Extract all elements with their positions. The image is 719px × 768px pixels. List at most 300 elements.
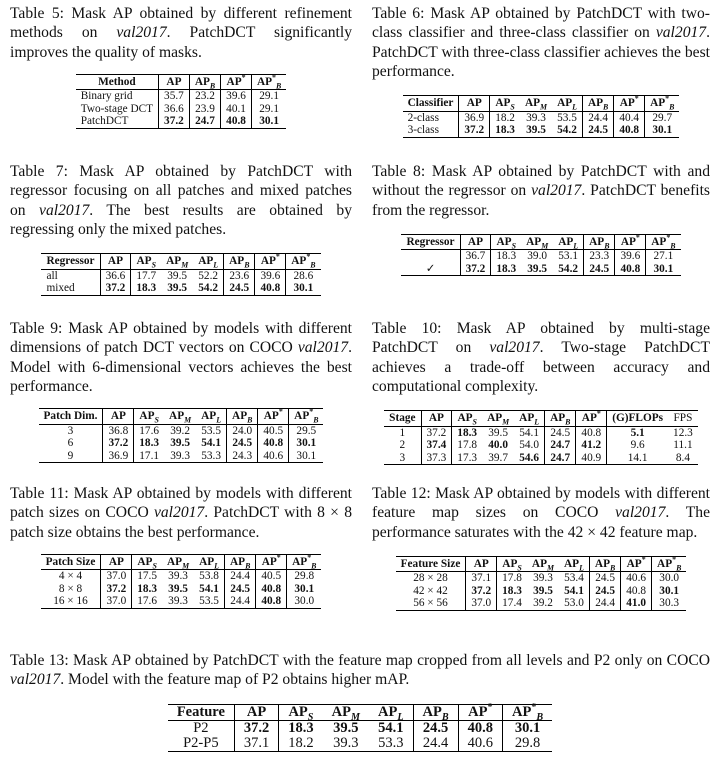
table-cell: 41.0 (621, 597, 652, 610)
table-cell: 18.3 (491, 263, 521, 276)
table-cell: 37.1 (234, 736, 278, 752)
results-table (168, 701, 552, 752)
table-row (384, 452, 698, 465)
results-table (76, 74, 287, 129)
column-header: $AP_M$ (164, 409, 196, 425)
table-cell: 53.8 (199, 570, 219, 583)
column-header: $AP_L$ (552, 96, 582, 112)
table-caption (10, 651, 710, 690)
table-cell: 54.6 (519, 451, 540, 464)
table-row (403, 111, 680, 124)
table-caption (10, 484, 352, 542)
caption-text: Table 10: Mask AP obtained by multi-stage PatchDCT on (372, 320, 710, 357)
table-cell: 27.1 (646, 250, 681, 263)
table-cell: 40.8 (221, 115, 252, 128)
table-cell: 17.4 (497, 597, 527, 610)
table-cell: 37.2 (101, 583, 132, 596)
column-header: AP* (258, 409, 289, 425)
table-cell: 39.5 (168, 582, 188, 595)
table-cell: 18.3 (491, 250, 521, 263)
caption-text: Table 5: Mask AP obtained by different refinement methods on (10, 5, 352, 42)
row-label: 1 (399, 426, 406, 439)
table-caption (372, 319, 710, 396)
table-cell: 39.3 (168, 595, 188, 608)
table-cell: 17.6 (132, 595, 162, 608)
column-header: AP (234, 704, 278, 720)
table-row (168, 720, 552, 736)
row-label: all (46, 269, 58, 282)
caption-text: . The performance saturates with the 42 × 42 feature map. (372, 504, 710, 541)
column-header: AP* (458, 704, 502, 720)
table-cell: 37.2 (159, 115, 190, 128)
table-cell: 53.4 (564, 572, 584, 585)
header-row (41, 254, 320, 270)
table-9-block (10, 319, 352, 463)
table-cell: 40.8 (615, 263, 646, 276)
results-table (384, 410, 698, 465)
caption-text: val2017 (297, 339, 349, 357)
table-row (41, 595, 322, 608)
table-cell: 23.2 (189, 90, 220, 103)
row-label: ✓ (425, 262, 436, 275)
table-cell: 17.5 (132, 570, 162, 583)
table-row (41, 570, 322, 583)
column-header: AP* (256, 554, 287, 570)
table-cell: 53.5 (201, 424, 221, 437)
table-cell: 36.7 (460, 250, 491, 263)
column-header: $AP_L$ (559, 556, 589, 572)
column-header: AP (100, 254, 131, 270)
table-cell: 18.3 (452, 426, 482, 439)
column-header: $AP_B$ (545, 411, 576, 427)
table-11-block (10, 484, 352, 609)
table-row (39, 424, 324, 437)
table-cell: 53.5 (557, 111, 577, 124)
row-label (401, 250, 460, 263)
table-cell: 39.5 (526, 124, 546, 137)
column-header: $AP_S$ (497, 556, 527, 572)
table-row (168, 736, 552, 752)
table-row (401, 263, 680, 276)
column-header: AP (459, 96, 490, 112)
column-header: $AP_M$ (520, 96, 552, 112)
table-cell: 24.5 (224, 282, 255, 295)
table-cell: 39.5 (170, 437, 190, 450)
column-header: $AP_B$ (227, 409, 258, 425)
table-cell: 24.4 (225, 595, 256, 608)
table-cell: 18.2 (279, 736, 323, 752)
table-cell: 54.2 (558, 262, 579, 275)
caption-text: . Model with 6-dimensional vectors achieves the best performance. (10, 339, 352, 395)
column-header: $AP_L$ (193, 254, 223, 270)
table-cell: 37.0 (101, 595, 132, 608)
caption-text: . PatchDCT significantly improves the quality of masks. (10, 24, 352, 61)
column-header: AP (421, 411, 452, 427)
header-row (384, 411, 698, 427)
table-cell: 17.8 (497, 572, 527, 585)
table-caption (372, 4, 710, 81)
table-row (39, 450, 324, 463)
column-header: AP* (221, 74, 252, 90)
table-cell: 53.1 (558, 250, 579, 263)
row-label: 3-class (407, 124, 439, 137)
results-table (39, 408, 324, 463)
table-cell: 40.8 (614, 124, 645, 137)
table-cell: 29.5 (289, 424, 324, 437)
table-cell: 37.2 (421, 426, 452, 439)
table-cell: 53.5 (199, 595, 219, 608)
table-cell: 30.0 (652, 572, 687, 585)
table-row (384, 439, 698, 452)
table-cell: 18.3 (279, 720, 323, 736)
table-cell: 11.1 (673, 439, 693, 452)
table-cell: 29.7 (645, 111, 680, 124)
caption-text: val2017 (655, 24, 707, 42)
caption-text: Table 8: Mask AP obtained by PatchDCT with and without the regressor on (372, 163, 710, 200)
table-cell: 24.5 (584, 263, 615, 276)
row-label: 16 × 16 (53, 595, 88, 608)
table-cell: 24.5 (582, 124, 613, 137)
caption-text: . Model with the feature map of P2 obtains higher mAP. (60, 671, 410, 689)
table-cell: 18.3 (134, 437, 164, 450)
column-header: Patch Dim. (39, 409, 103, 425)
table-cell: 17.6 (134, 424, 164, 437)
column-header: AP* (255, 254, 286, 270)
row-label: 4 × 4 (58, 570, 83, 583)
table-cell: 17.1 (134, 450, 164, 463)
table-row (396, 585, 687, 598)
table-8-block (372, 162, 710, 276)
column-header: Method (76, 74, 159, 90)
column-header: AP (101, 554, 132, 570)
caption-text: val2017 (10, 671, 61, 689)
table-cell: 23.6 (224, 269, 255, 282)
table-cell: 37.0 (466, 597, 497, 610)
column-header: Stage (384, 411, 421, 427)
table-cell: 39.2 (533, 597, 553, 610)
table-cell: 36.6 (159, 103, 190, 116)
row-label: Two-stage DCT (80, 102, 154, 115)
column-header: $AP_S$ (134, 409, 164, 425)
caption-text: val2017 (489, 339, 540, 357)
table-cell: 39.3 (333, 734, 359, 751)
row-label: 3 (399, 451, 406, 464)
caption-text: val2017 (615, 504, 666, 522)
caption-text: Table 13: Mask AP obtained by PatchDCT with the feature map cropped from all levels and P2 only on COCO (10, 652, 710, 669)
table-cell: 18.3 (132, 583, 162, 596)
column-header: $AP_M$ (323, 704, 369, 720)
table-cell: 39.0 (527, 250, 548, 263)
table-cell: 37.2 (466, 585, 497, 598)
table-cell: 29.1 (251, 103, 286, 116)
row-label: 9 (67, 449, 74, 462)
table-cell: 36.9 (459, 111, 490, 124)
table-cell: 40.0 (488, 439, 509, 452)
table-cell: 39.3 (526, 111, 546, 124)
table-row (76, 103, 287, 116)
table-cell: 40.8 (621, 585, 652, 598)
table-cell: 8.4 (675, 451, 690, 464)
table-cell: 24.5 (227, 437, 258, 450)
table-cell: 40.6 (258, 450, 289, 463)
column-header: $AP_S$ (491, 234, 521, 250)
table-7-block (10, 162, 352, 296)
table-cell: 40.8 (256, 583, 287, 596)
results-table (41, 554, 322, 609)
caption-text: . Two-stage PatchDCT achieves a trade-off between accuracy and computational complexity. (372, 339, 710, 395)
table-row (39, 437, 324, 450)
caption-text: Table 11: Mask AP obtained by models with different patch sizes on COCO (10, 485, 352, 522)
table-cell: 39.5 (167, 269, 188, 282)
header-row (41, 554, 322, 570)
row-label: Binary grid (80, 90, 133, 103)
table-cell: 40.5 (256, 570, 287, 583)
table-cell: 53.3 (378, 734, 404, 751)
table-cell: 40.6 (621, 572, 652, 585)
row-label: mixed (46, 282, 75, 295)
table-caption (372, 484, 710, 542)
caption-text: . PatchDCT benefits from the regressor. (372, 182, 710, 219)
table-cell: 24.0 (227, 424, 258, 437)
caption-text: Table 9: Mask AP obtained by models with different dimensions of patch DCT vectors on COCO (10, 320, 352, 357)
table-cell: 30.1 (289, 450, 324, 463)
column-header: $AP^*_B$ (652, 556, 687, 572)
column-header: AP* (614, 96, 645, 112)
row-label: 2-class (407, 111, 439, 124)
table-row (396, 572, 687, 585)
table-caption (10, 162, 352, 239)
caption-text: Table 6: Mask AP obtained by PatchDCT with two-class classifier and three-class classifier on (372, 5, 710, 42)
table-cell: 30.1 (287, 583, 322, 596)
table-cell: 23.3 (584, 250, 615, 263)
table-cell: 24.5 (589, 572, 620, 585)
table-cell: 40.8 (458, 720, 502, 736)
row-label: 6 (67, 437, 74, 450)
results-table (41, 253, 320, 296)
table-cell: 17.8 (452, 439, 482, 452)
table-cell: 24.7 (189, 115, 220, 128)
table-12-block (372, 484, 710, 611)
table-cell: 12.3 (673, 426, 693, 439)
results-table (396, 556, 687, 611)
table-cell: 17.3 (452, 452, 482, 465)
column-header: AP* (576, 411, 607, 427)
table-cell: 37.4 (421, 439, 452, 452)
table-row (384, 426, 698, 439)
table-cell: 37.3 (421, 452, 452, 465)
table-cell: 39.5 (333, 719, 359, 736)
header-row (168, 704, 552, 720)
column-header: $AP^*_B$ (645, 96, 680, 112)
column-header: $AP_B$ (413, 704, 458, 720)
row-label: PatchDCT (80, 115, 129, 128)
row-label: P2-P5 (183, 734, 219, 751)
column-header: FPS (668, 411, 698, 427)
table-caption (10, 319, 352, 396)
table-cell: 40.6 (458, 736, 502, 752)
column-header: $AP_B$ (225, 554, 256, 570)
column-header: Patch Size (41, 554, 101, 570)
table-cell: 52.2 (198, 269, 219, 282)
table-cell: 30.0 (287, 595, 322, 608)
column-header: Regressor (41, 254, 100, 270)
table-cell: 54.1 (199, 582, 219, 595)
column-header: $AP_M$ (162, 554, 194, 570)
table-cell: 40.8 (576, 426, 607, 439)
row-label: 42 × 42 (413, 584, 448, 597)
column-header: $AP^*_B$ (286, 254, 321, 270)
table-cell: 53.3 (201, 449, 221, 462)
table-cell: 54.1 (564, 584, 584, 597)
column-header: $AP_L$ (514, 411, 544, 427)
table-cell: 36.6 (100, 269, 131, 282)
table-cell: 30.1 (289, 437, 324, 450)
table-cell: 39.5 (527, 262, 548, 275)
table-cell: 28.6 (286, 269, 321, 282)
column-header: Feature Size (396, 556, 466, 572)
header-row (76, 74, 287, 90)
row-label: 28 × 28 (413, 572, 448, 585)
column-header: $AP^*_B$ (646, 234, 681, 250)
table-cell: 40.8 (258, 437, 289, 450)
table-cell: 54.0 (519, 439, 540, 452)
table-cell: 30.1 (503, 720, 553, 736)
table-cell: 40.8 (256, 595, 287, 608)
table-cell: 29.8 (503, 736, 553, 752)
table-cell: 40.1 (221, 103, 252, 116)
table-cell: 24.4 (582, 111, 613, 124)
column-header: $AP_B$ (224, 254, 255, 270)
caption-text: val2017 (153, 504, 205, 522)
table-cell: 54.1 (519, 426, 540, 439)
row-label: 56 × 56 (413, 597, 448, 610)
table-cell: 36.9 (103, 450, 134, 463)
table-cell: 39.5 (488, 426, 509, 439)
column-header: $AP_B$ (189, 74, 220, 90)
row-label: 2 (399, 439, 406, 452)
table-cell: 37.2 (100, 282, 131, 295)
header-row (396, 556, 687, 572)
table-cell: 37.2 (459, 124, 490, 137)
table-cell: 14.1 (607, 452, 668, 465)
table-cell: 39.3 (533, 572, 553, 585)
table-cell: 30.1 (652, 585, 687, 598)
table-cell: 39.3 (170, 449, 190, 462)
table-cell: 18.3 (490, 124, 520, 137)
table-cell: 30.3 (652, 597, 687, 610)
table-cell: 53.0 (564, 597, 584, 610)
table-cell: 54.2 (198, 282, 219, 295)
column-header: AP (159, 74, 190, 90)
table-cell: 30.1 (645, 124, 680, 137)
column-header: $AP_S$ (132, 554, 162, 570)
column-header: $AP^*_B$ (289, 409, 324, 425)
table-6-block (372, 4, 710, 138)
results-table (401, 234, 680, 277)
table-row (41, 583, 322, 596)
column-header: $AP^*_B$ (287, 554, 322, 570)
table-row (41, 282, 320, 295)
column-header: $AP_B$ (589, 556, 620, 572)
caption-text: val2017 (116, 24, 167, 42)
caption-text: . PatchDCT with three-class classifier achieves the best performance. (372, 24, 710, 80)
column-header: $AP_L$ (196, 409, 226, 425)
caption-text: Table 12: Mask AP obtained by models with different feature map sizes on COCO (372, 485, 710, 522)
table-10-block (372, 319, 710, 465)
caption-text: val2017 (531, 182, 582, 200)
table-cell: 36.8 (103, 424, 134, 437)
table-cell: 30.1 (286, 282, 321, 295)
table-cell: 9.6 (607, 439, 668, 452)
column-header: $AP_B$ (584, 234, 615, 250)
caption-text: Table 7: Mask AP obtained by PatchDCT with regressor focusing on all patches and mixed patches on (10, 163, 352, 219)
table-cell: 39.6 (615, 250, 646, 263)
table-cell: 24.7 (545, 452, 576, 465)
column-header: $AP_M$ (527, 556, 559, 572)
table-cell: 37.2 (234, 720, 278, 736)
caption-text: val2017 (39, 201, 90, 219)
table-cell: 37.2 (460, 263, 491, 276)
table-cell: 30.1 (646, 263, 681, 276)
table-cell: 40.9 (576, 452, 607, 465)
column-header: (G)FLOPs (607, 411, 668, 427)
table-13-block (10, 651, 710, 752)
row-label: 3 (67, 424, 74, 437)
table-cell: 35.7 (159, 90, 190, 103)
table-cell: 18.3 (497, 585, 527, 598)
table-row (396, 597, 687, 610)
column-header: Feature (168, 704, 235, 720)
table-cell: 24.4 (225, 570, 256, 583)
table-cell: 39.6 (255, 269, 286, 282)
table-cell: 24.5 (225, 583, 256, 596)
column-header: $AP_L$ (369, 704, 413, 720)
column-header: AP (103, 409, 134, 425)
column-header: $AP_M$ (521, 234, 553, 250)
table-cell: 39.3 (168, 570, 188, 583)
column-header: $AP_S$ (452, 411, 482, 427)
table-row (76, 115, 287, 128)
table-cell: 17.7 (131, 269, 161, 282)
column-header: $AP_S$ (131, 254, 161, 270)
table-cell: 24.4 (589, 597, 620, 610)
table-row (76, 90, 287, 103)
column-header: $AP_L$ (194, 554, 224, 570)
table-cell: 24.5 (589, 585, 620, 598)
table-row (403, 124, 680, 137)
table-caption (372, 162, 710, 220)
header-row (39, 409, 324, 425)
table-cell: 54.1 (201, 437, 221, 450)
table-caption (10, 4, 352, 62)
row-label: 8 × 8 (58, 582, 83, 595)
table-cell: 39.6 (221, 90, 252, 103)
row-label: P2 (193, 719, 209, 736)
table-cell: 54.1 (378, 719, 404, 736)
table-cell: 29.8 (287, 570, 322, 583)
column-header: $AP_S$ (490, 96, 520, 112)
column-header: $AP_S$ (279, 704, 323, 720)
table-cell: 40.4 (614, 111, 645, 124)
column-header: $AP_L$ (553, 234, 583, 250)
column-header: AP (460, 234, 491, 250)
column-header: $AP_M$ (161, 254, 193, 270)
table-cell: 18.2 (490, 111, 520, 124)
table-5-block (10, 4, 352, 129)
table-cell: 39.5 (533, 584, 553, 597)
column-header: $AP_B$ (582, 96, 613, 112)
table-cell: 39.7 (488, 451, 509, 464)
